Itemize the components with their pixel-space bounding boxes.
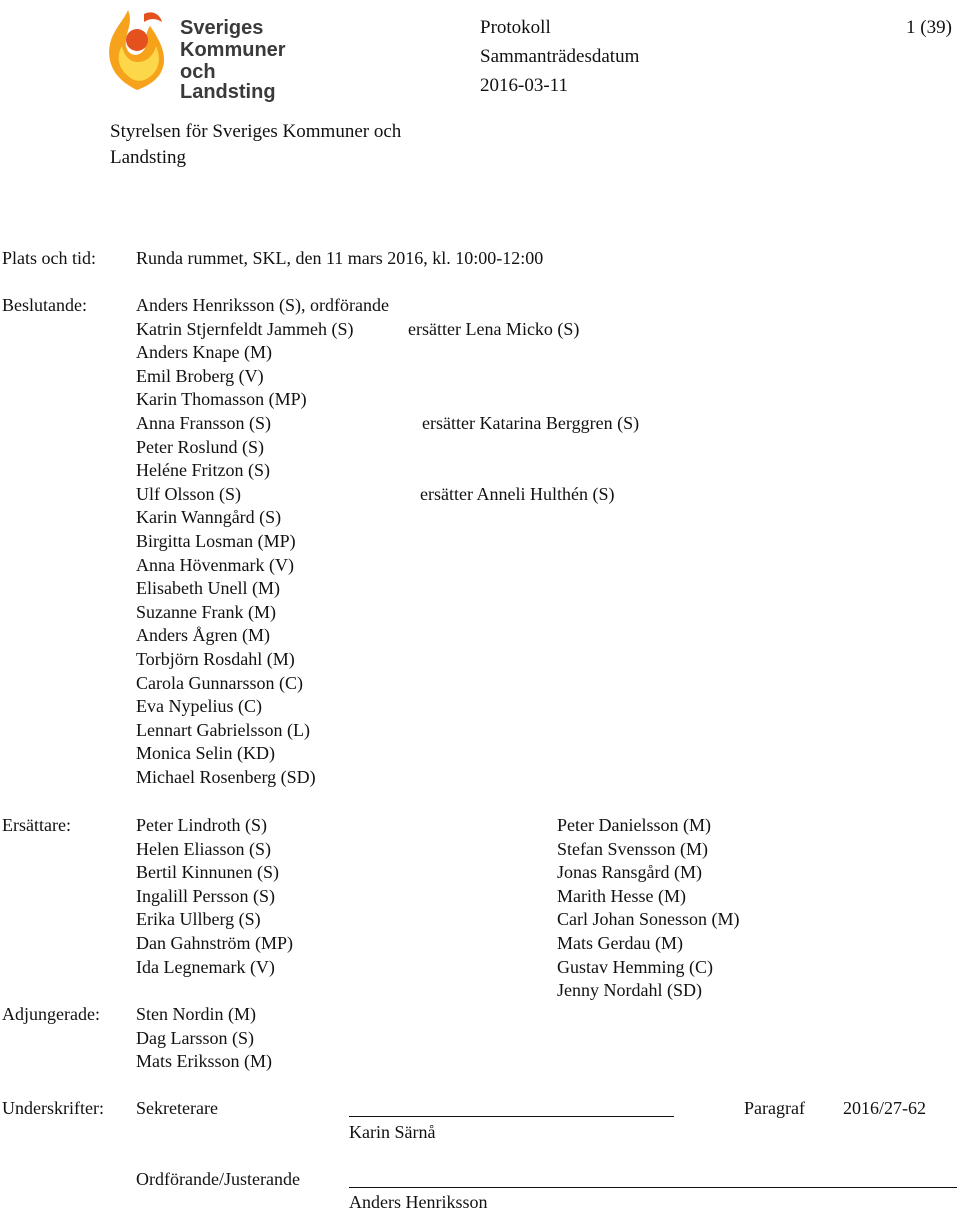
beslutande-label: Beslutande: [2, 295, 87, 315]
place-label: Plats och tid: [2, 248, 96, 268]
skl-logo [104, 6, 314, 103]
doc-type: Protokoll [480, 17, 551, 38]
list-item: Mats Gerdau (M) [557, 932, 683, 953]
list-item: Peter Danielsson (M) [557, 815, 711, 835]
beslutande-list [136, 294, 389, 789]
list-item: Lennart Gabrielsson (L) [136, 719, 310, 740]
secretary-signature-line [349, 1116, 674, 1117]
list-item: Jenny Nordahl (SD) [557, 980, 702, 1001]
list-item: Katrin Stjernfeldt Jammeh (S) [136, 318, 354, 339]
list-item: Karin Wanngård (S) [136, 507, 282, 528]
list-item: Anders Ågren (M) [136, 625, 270, 646]
list-item: Ulf Olsson (S) [136, 483, 242, 504]
adjungerade-list [136, 1003, 272, 1074]
list-item: Dan Gahnström (MP) [136, 932, 293, 953]
signatures-label: Underskrifter: [2, 1098, 104, 1118]
list-item: Peter Roslund (S) [136, 436, 264, 457]
list-item: Peter Lindroth (S) [136, 815, 267, 835]
list-item: Anders Knape (M) [136, 342, 272, 363]
replacement-note-olsson: ersätter Anneli Hulthén (S) [420, 483, 615, 504]
list-item: Karin Thomasson (MP) [136, 389, 307, 410]
list-item: Birgitta Losman (MP) [136, 530, 296, 551]
date-label: Sammanträdesdatum [480, 46, 640, 67]
list-item: Erika Ullberg (S) [136, 909, 261, 930]
list-item: Stefan Svensson (M) [557, 838, 708, 859]
list-item: Ida Legnemark (V) [136, 956, 275, 977]
place-value: Runda rummet, SKL, den 11 mars 2016, kl. 10:00-12:00 [136, 248, 544, 268]
list-item: Elisabeth Unell (M) [136, 578, 280, 599]
chair-role: Ordförande/Justerande [136, 1169, 300, 1189]
list-item: Helen Eliasson (S) [136, 838, 271, 859]
secretary-name: Karin Särnå [349, 1122, 436, 1142]
list-item: Mats Eriksson (M) [136, 1051, 272, 1072]
list-item: Jonas Ransgård (M) [557, 862, 702, 883]
list-item: Dag Larsson (S) [136, 1027, 254, 1048]
chair-name: Anders Henriksson [349, 1192, 488, 1212]
body-name-line-1: Styrelsen för Sveriges Kommuner och [110, 121, 402, 142]
list-item: Anna Hövenmark (V) [136, 554, 294, 575]
list-item: Emil Broberg (V) [136, 365, 264, 386]
logo-line-2: Kommuner [180, 39, 286, 61]
list-item: Anders Henriksson (S), ordförande [136, 295, 389, 315]
meeting-date: 2016-03-11 [480, 75, 568, 96]
list-item: Eva Nypelius (C) [136, 696, 262, 717]
list-item: Torbjörn Rosdahl (M) [136, 648, 295, 669]
list-item: Bertil Kinnunen (S) [136, 862, 279, 883]
list-item: Marith Hesse (M) [557, 885, 686, 906]
ersattare-list-left [136, 814, 293, 979]
paragraph-label: Paragraf [744, 1098, 805, 1118]
logo-line-3: och Landsting [180, 61, 276, 103]
body-name-line-2: Landsting [110, 147, 186, 168]
list-item: Gustav Hemming (C) [557, 956, 713, 977]
page-number: 1 (39) [906, 17, 952, 38]
list-item: Michael Rosenberg (SD) [136, 766, 316, 787]
ersattare-list-right [557, 814, 740, 1003]
skl-flame-icon [104, 6, 170, 92]
adjungerade-label: Adjungerade: [2, 1004, 100, 1024]
chair-signature-line [349, 1187, 957, 1188]
list-item: Monica Selin (KD) [136, 743, 275, 764]
list-item: Sten Nordin (M) [136, 1004, 256, 1024]
replacement-note-jammeh: ersätter Lena Micko (S) [408, 318, 580, 339]
ersattare-label: Ersättare: [2, 815, 71, 835]
list-item: Anna Fransson (S) [136, 412, 271, 433]
list-item: Suzanne Frank (M) [136, 601, 276, 622]
replacement-note-fransson: ersätter Katarina Berggren (S) [422, 413, 640, 433]
list-item: Carola Gunnarsson (C) [136, 672, 303, 693]
secretary-role: Sekreterare [136, 1098, 218, 1118]
logo-line-1: Sveriges [180, 17, 264, 39]
list-item: Ingalill Persson (S) [136, 885, 275, 906]
list-item: Carl Johan Sonesson (M) [557, 909, 740, 930]
paragraph-value: 2016/27-62 [843, 1098, 926, 1118]
list-item: Heléne Fritzon (S) [136, 460, 270, 481]
